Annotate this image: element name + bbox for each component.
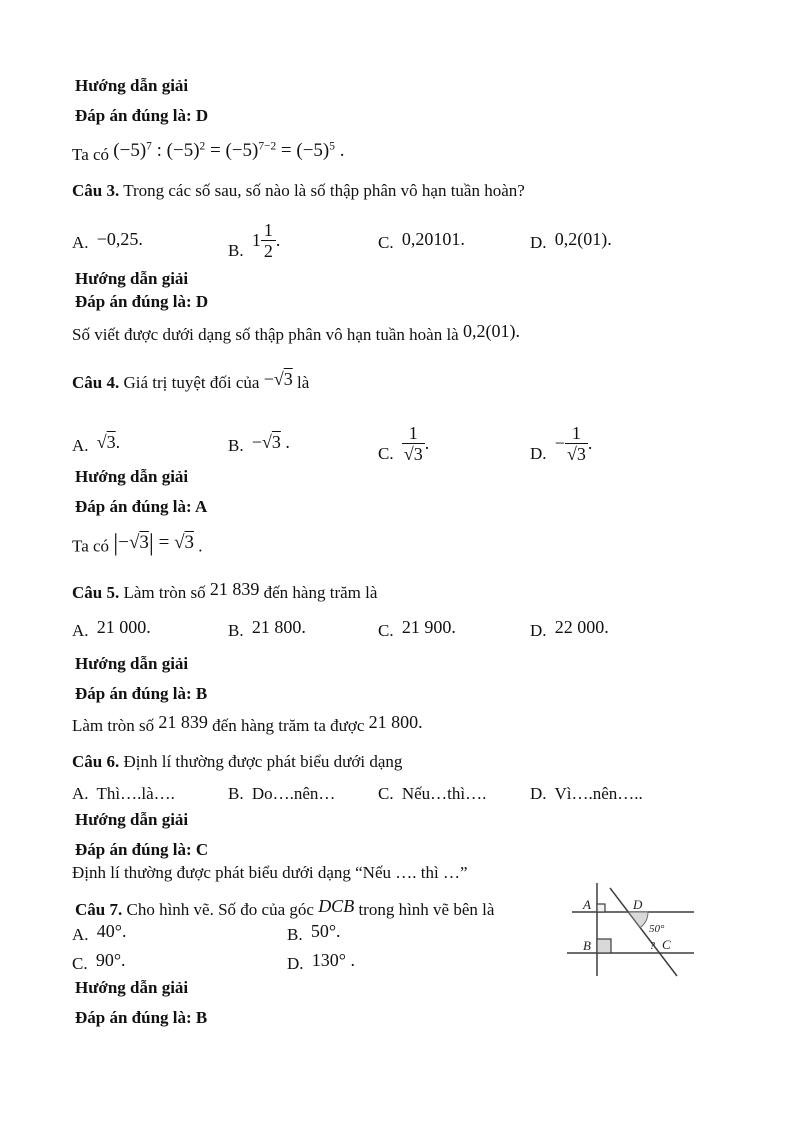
answer-line: Đáp án đúng là: D — [75, 106, 209, 125]
geometry-figure — [563, 876, 708, 986]
figure-label-d: D — [633, 897, 643, 912]
q7-option-b — [287, 923, 341, 946]
fraction-denominator: 2 — [263, 241, 273, 262]
question-text: Trong các số sau, số nào là số thập phân vô hạn tuần hoàn? — [123, 181, 525, 200]
q5-option-c — [378, 619, 456, 642]
option-letter: D. — [287, 954, 304, 973]
lead-text: Ta có — [72, 145, 110, 164]
option-value: Nếu…thì…. — [401, 784, 487, 803]
answer-line: Đáp án đúng là: B — [75, 684, 208, 703]
option-value: −√3 . — [251, 432, 290, 452]
working-line — [72, 140, 345, 167]
answer-line: Đáp án đúng là: B — [75, 1008, 208, 1027]
option-value: 50°. — [310, 921, 341, 941]
math-value: 21 839 — [209, 579, 260, 599]
question-text: Làm tròn số — [123, 583, 206, 602]
option-value: 22 000. — [554, 617, 609, 637]
option-value: −0,25. — [96, 229, 143, 249]
question-7-title — [75, 898, 494, 921]
explanation — [72, 323, 520, 346]
option-value: 21 000. — [96, 617, 151, 637]
option-value: 0,2(01). — [554, 229, 612, 249]
right-angle-marker-b-icon — [597, 939, 611, 953]
option-letter: C. — [378, 443, 394, 463]
q4-option-b — [228, 434, 290, 457]
answer-line: Đáp án đúng là: C — [75, 840, 209, 859]
option-value: 130° . — [311, 950, 355, 970]
option-letter: B. — [228, 621, 244, 640]
explanation-text: Làm tròn số — [72, 716, 155, 735]
option-period: . — [424, 432, 430, 453]
q5-option-a — [72, 619, 151, 642]
option-letter: C. — [72, 954, 88, 973]
question-4-title — [72, 371, 309, 394]
working-line — [72, 529, 203, 563]
figure-label-a: A — [583, 897, 591, 912]
q3-option-a — [72, 231, 143, 254]
q6-option-a — [72, 783, 175, 804]
option-value: 0,20101. — [401, 229, 465, 249]
option-value: 21 800. — [251, 617, 306, 637]
fraction — [565, 423, 588, 464]
option-value: Do….nên… — [251, 784, 336, 803]
answer-line: Đáp án đúng là: A — [75, 497, 208, 516]
option-letter: A. — [72, 233, 89, 252]
math-value: 21 839 — [158, 712, 208, 732]
question-text: Định lí thường được phát biểu dưới dạng — [123, 752, 403, 771]
math-value: 21 800. — [368, 712, 423, 732]
formula-period: . — [198, 536, 203, 556]
fraction — [402, 423, 425, 464]
solution-heading: Hướng dẫn giải — [75, 978, 189, 997]
q4-option-d — [530, 423, 593, 475]
option-value: Vì….nên….. — [554, 784, 643, 803]
option-value: 90°. — [95, 950, 126, 970]
option-letter: C. — [378, 784, 394, 803]
figure-angle-value: 50° — [649, 923, 665, 935]
option-value: 21 900. — [401, 617, 456, 637]
math-value: 0,2(01). — [462, 321, 520, 341]
q7-option-a — [72, 923, 126, 946]
question-label: Câu 4. — [72, 373, 120, 392]
answer-line: Đáp án đúng là: D — [75, 292, 209, 311]
right-angle-marker-a-icon — [597, 904, 605, 912]
question-label: Câu 6. — [72, 752, 120, 771]
question-5-title — [72, 581, 377, 604]
q7-option-d — [287, 952, 355, 975]
question-6-title — [72, 751, 402, 772]
solution-heading: Hướng dẫn giải — [75, 810, 189, 829]
fraction-denominator: √3 — [566, 444, 586, 465]
fraction-denominator: √3 — [403, 444, 423, 465]
solution-heading: Hướng dẫn giải — [75, 269, 189, 288]
solution-heading: Hướng dẫn giải — [75, 654, 189, 673]
math-value: −√3 — [263, 369, 293, 389]
option-period: . — [587, 432, 593, 453]
option-letter: A. — [72, 621, 89, 640]
math-formula: $(-5)^7$ : $(-5)^2 = (-5)^{7-2} = (-5)^5$ . — [113, 140, 345, 161]
question-3-title — [72, 180, 525, 201]
option-letter: D. — [530, 443, 547, 463]
option-letter: D. — [530, 233, 547, 252]
option-letter: C. — [378, 621, 394, 640]
figure-label-c: C — [662, 937, 671, 952]
transversal-line — [610, 888, 677, 976]
fraction — [261, 220, 276, 261]
option-period: . — [275, 229, 281, 250]
option-letter: A. — [72, 436, 89, 455]
question-text: Cho hình vẽ. Số đo của góc — [126, 900, 314, 919]
minus-sign: − — [554, 432, 565, 453]
solution-heading: Hướng dẫn giải — [75, 76, 189, 95]
option-letter: B. — [228, 436, 244, 455]
explanation-text: Số viết được dưới dạng số thập phân vô hạn tuần hoàn là — [72, 325, 459, 344]
question-text: đến hàng trăm là — [263, 583, 378, 602]
question-text: trong hình vẽ bên là — [358, 900, 495, 919]
option-letter: B. — [228, 240, 244, 260]
explanation — [72, 714, 423, 737]
question-text: là — [296, 373, 310, 392]
angle-wedge-50-icon — [629, 912, 649, 928]
option-value: Thì….là…. — [96, 784, 175, 803]
explanation-text: đến hàng trăm ta được — [212, 716, 365, 735]
question-label: Câu 3. — [72, 181, 120, 200]
explanation: Định lí thường được phát biểu dưới dạng “Nếu …. thì …” — [72, 863, 468, 882]
math-formula: |−√3| = √3 — [113, 529, 195, 556]
q3-option-c — [378, 231, 465, 254]
option-letter: C. — [378, 233, 394, 252]
option-letter: A. — [72, 925, 89, 944]
q5-option-b — [228, 619, 306, 642]
mixed-number-integer: 1 — [251, 229, 261, 250]
q5-option-d — [530, 619, 609, 642]
question-label: Câu 7. — [75, 900, 123, 919]
option-letter: B. — [287, 925, 303, 944]
option-value: √3. — [96, 432, 121, 452]
q3-option-b — [228, 220, 281, 272]
option-value: 40°. — [96, 921, 127, 941]
figure-unknown-angle: ? — [649, 940, 655, 952]
fraction-numerator: 1 — [261, 220, 276, 241]
q6-option-d — [530, 783, 643, 804]
option-letter: B. — [228, 784, 244, 803]
option-letter: A. — [72, 784, 89, 803]
lead-text: Ta có — [72, 536, 110, 556]
option-letter: D. — [530, 784, 547, 803]
fraction-numerator: 1 — [565, 423, 588, 444]
option-letter: D. — [530, 621, 547, 640]
question-text: Giá trị tuyệt đối của — [123, 373, 260, 392]
figure-label-b: B — [583, 938, 591, 953]
math-value: DCB — [318, 896, 355, 916]
q7-option-c — [72, 952, 126, 975]
q4-option-c — [378, 423, 430, 475]
q4-option-a — [72, 434, 120, 457]
q6-option-b — [228, 783, 335, 804]
solution-heading: Hướng dẫn giải — [75, 467, 189, 486]
fraction-numerator: 1 — [402, 423, 425, 444]
question-label: Câu 5. — [72, 583, 120, 602]
q3-option-d — [530, 231, 612, 254]
q6-option-c — [378, 783, 486, 804]
